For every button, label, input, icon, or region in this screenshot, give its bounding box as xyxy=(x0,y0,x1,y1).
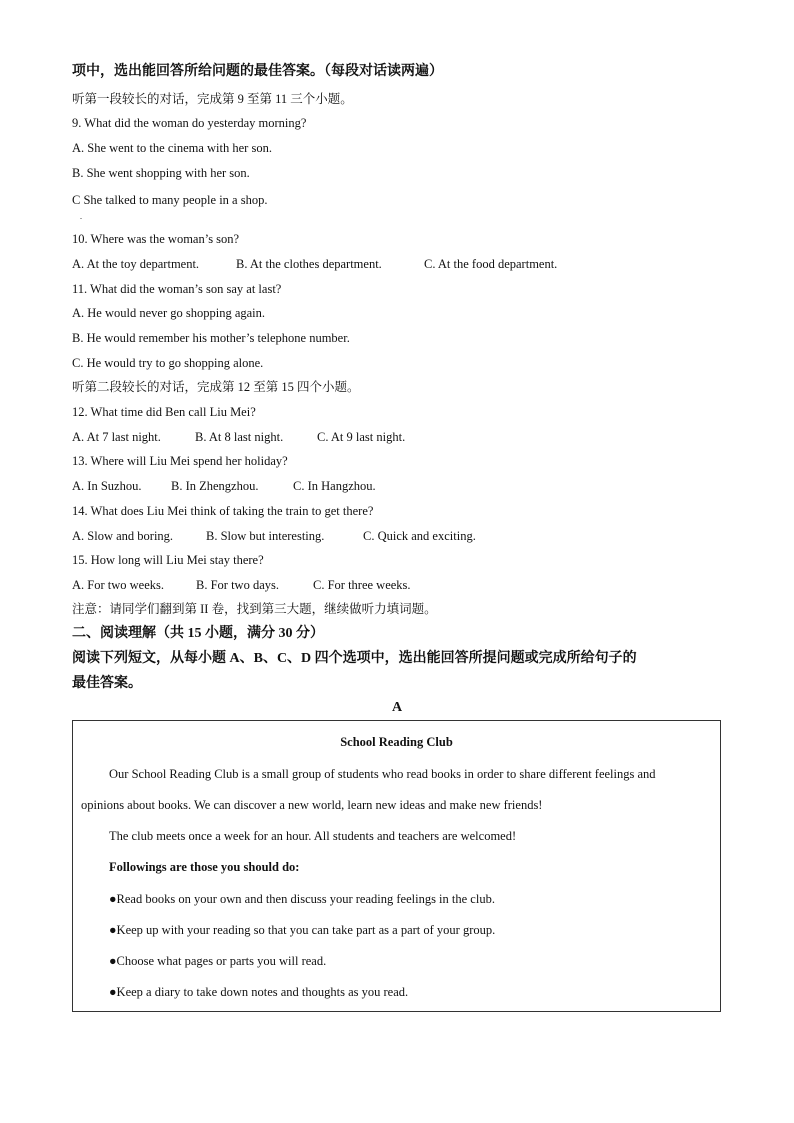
question-12: 12. What time did Ben call Liu Mei? xyxy=(72,405,256,419)
passage-title: School Reading Club xyxy=(340,735,453,749)
q13-option-a: A. In Suzhou. xyxy=(72,479,142,493)
q15-options xyxy=(72,577,411,593)
q13-options xyxy=(72,478,376,494)
q12-option-a: A. At 7 last night. xyxy=(72,430,161,444)
passage-letter: A xyxy=(391,700,403,715)
q12-options xyxy=(72,429,405,445)
dialogue-2-intro: 听第二段较长的对话，完成第 12 至第 15 四个小题。 xyxy=(72,380,360,394)
section-2-title: 二、阅读理解（共 15 小题，满分 30 分） xyxy=(72,626,324,641)
passage-bullet: ●Keep up with your reading so that you can take part as a part of your group. xyxy=(109,923,496,937)
q15-option-a: A. For two weeks. xyxy=(72,578,165,592)
q11-option-c: C. He would try to go shopping alone. xyxy=(72,356,264,370)
question-9: 9. What did the woman do yesterday morning? xyxy=(72,116,307,130)
q14-options xyxy=(72,528,476,544)
passage-paragraph-1-line-2: opinions about books. We can discover a new world, learn new ideas and make new friends! xyxy=(81,798,543,812)
question-14: 14. What does Liu Mei think of taking the train to get there? xyxy=(72,504,374,518)
q14-option-b: B. Slow but interesting. xyxy=(206,529,325,543)
q15-option-c: C. For three weeks. xyxy=(313,578,411,592)
section-2-instruction-line-2: 最佳答案。 xyxy=(72,676,142,691)
passage-paragraph-1-line-1: Our School Reading Club is a small group of students who read books in order to share different feelings and xyxy=(109,767,656,781)
listening-note: 注意：请同学们翻到第 II 卷，找到第三大题，继续做听力填词题。 xyxy=(72,602,437,616)
q9-option-b: B. She went shopping with her son. xyxy=(72,166,250,180)
stray-dot: . xyxy=(80,212,82,221)
section-2-instruction-line-1: 阅读下列短文，从每小题 A、B、C、D 四个选项中，选出能回答所提问题或完成所给句子的 xyxy=(72,651,637,666)
q11-option-b: B. He would remember his mother’s telephone number. xyxy=(72,331,350,345)
q10-option-c: C. At the food department. xyxy=(424,257,558,271)
q15-option-b: B. For two days. xyxy=(196,578,279,592)
q14-option-a: A. Slow and boring. xyxy=(72,529,174,543)
passage-bullet: ●Read books on your own and then discuss your reading feelings in the club. xyxy=(109,892,495,906)
q9-option-a: A. She went to the cinema with her son. xyxy=(72,141,272,155)
q10-option-b: B. At the clothes department. xyxy=(236,257,382,271)
passage-list-heading: Followings are those you should do: xyxy=(109,860,300,874)
q13-option-b: B. In Zhengzhou. xyxy=(171,479,259,493)
passage-box xyxy=(72,720,721,1012)
q12-option-c: C. At 9 last night. xyxy=(317,430,406,444)
question-10: 10. Where was the woman’s son? xyxy=(72,232,240,246)
question-15: 15. How long will Liu Mei stay there? xyxy=(72,553,264,567)
q13-option-c: C. In Hangzhou. xyxy=(293,479,376,493)
q11-option-a: A. He would never go shopping again. xyxy=(72,306,266,320)
question-13: 13. Where will Liu Mei spend her holiday? xyxy=(72,454,288,468)
passage-bullet: ●Keep a diary to take down notes and thoughts as you read. xyxy=(109,985,409,999)
dialogue-1-intro: 听第一段较长的对话，完成第 9 至第 11 三个小题。 xyxy=(72,92,353,106)
question-11: 11. What did the woman’s son say at last? xyxy=(72,282,282,296)
q10-option-a: A. At the toy department. xyxy=(72,257,200,271)
q9-option-c: C She talked to many people in a shop. xyxy=(72,193,268,207)
passage-paragraph-2: The club meets once a week for an hour. All students and teachers are welcomed! xyxy=(109,829,517,843)
q12-option-b: B. At 8 last night. xyxy=(195,430,284,444)
passage-bullet: ●Choose what pages or parts you will read. xyxy=(109,954,327,968)
q10-options xyxy=(72,256,557,272)
section-instruction-continued: 项中，选出能回答所给问题的最佳答案。（每段对话读两遍） xyxy=(72,64,443,79)
q14-option-c: C. Quick and exciting. xyxy=(363,529,476,543)
